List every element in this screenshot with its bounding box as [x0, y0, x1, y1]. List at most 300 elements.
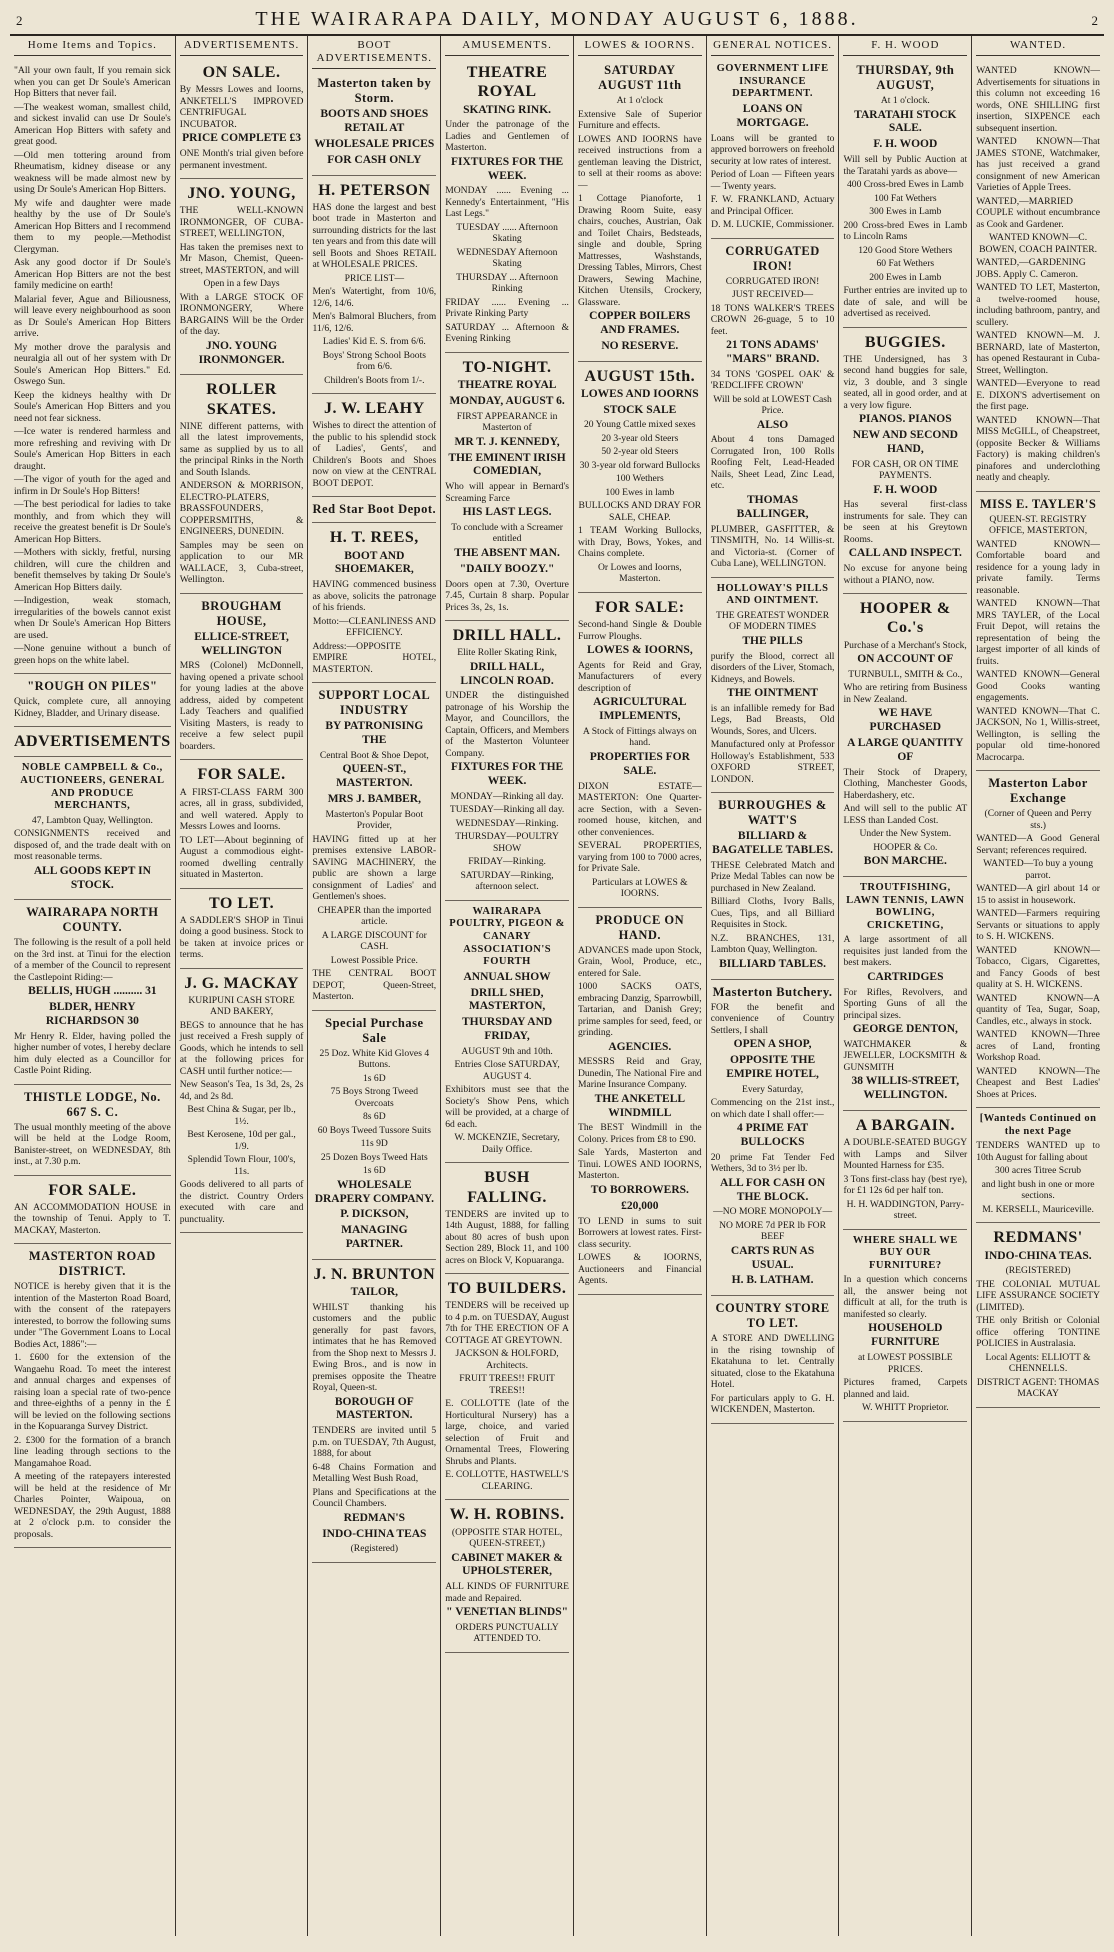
advertisement-text: WANTED TO LET, Masterton, a twelve-roomed house, including bathroom, pantry, and scullery.	[976, 282, 1100, 328]
advertisement-text: 200 Cross-bred Ewes in Lamb to Lincoln Rams	[843, 219, 968, 243]
advertisement-text: PRICE COMPLETE £3	[182, 132, 301, 145]
advertisement	[180, 377, 304, 593]
advertisement-text: 1s 6D	[363, 1072, 386, 1084]
advertisement-text: 34 TONS 'GOSPEL OAK' & 'REDCLIFFE CROWN'	[710, 368, 835, 392]
advertisement	[843, 1113, 967, 1230]
advertisement-text: 18 TONS WALKER'S TREES CROWN 26-guage, 5 to 10 feet.	[710, 302, 835, 337]
advertisement-text: 11s 9D	[360, 1138, 388, 1150]
advertisement	[578, 910, 702, 1295]
advertisement-text: Goods delivered to all parts of the district. Country Orders executed with care and punctuality.	[179, 1179, 304, 1225]
advertisement-text: Mr Henry R. Elder, having polled the higher number of votes, I hereby declare him duly elected as a Councillor for Castle Point Riding.	[14, 1030, 171, 1077]
advertisement-text: Local Agents: ELLIOTT & CHENNELLS.	[985, 1351, 1091, 1375]
advertisement-text: Doors open at 7.30, Overture 7.45, Curtain 8 sharp. Popular Prices 3s, 2s, 1s.	[445, 578, 569, 613]
advertisement-text: A meeting of the ratepayers interested will be held at the residence of Mr Charles Pointer, Waipoua, on WEDNESDAY, the 29th August, 1888 at 2 o'clock p.m. to consider the proposals.	[14, 1471, 171, 1540]
advertisement-text: CARTS RUN AS USUAL.	[730, 1244, 815, 1271]
advertisement-text: Commencing on the 21st inst., on which date I shall offer:—	[710, 1097, 835, 1120]
advertisement	[843, 330, 967, 595]
advertisement-text: With a LARGE STOCK OF IRONMONGERY, Where BARGAINS Will be the Order of the day.	[179, 291, 304, 338]
advertisement-text: TO LET—About beginning of August a commodious eight-roomed dwelling centrally situated in Masterton.	[179, 834, 304, 881]
advertisement-text: CALL AND INSPECT.	[848, 547, 962, 560]
advertisement-heading: H. T. REES,	[329, 529, 419, 547]
advertisement	[976, 1110, 1100, 1223]
advertisement-text: ONE Month's trial given before permanent investment.	[179, 148, 304, 171]
advertisement-text: THE EMINENT IRISH COMEDIAN,	[448, 451, 566, 478]
advertisement-text: OPEN A SHOP,	[733, 1038, 812, 1051]
advertisement-text: TENDERS WANTED up to 10th August for falling about	[976, 1140, 1100, 1163]
advertisement-text: COPPER BOILERS AND FRAMES.	[589, 310, 691, 336]
advertisement	[312, 178, 436, 395]
advertisement-text: is an infallible remedy for Bad Legs, Bad Breasts, Old Wounds, Sores, and Ulcers.	[710, 702, 835, 737]
advertisement-text: WANTED KNOWN—C. BOWEN, COACH PAINTER.	[979, 232, 1098, 255]
advertisement-text: LOWES & IOORNS,	[586, 644, 693, 657]
advertisement-heading: BUSH FALLING.	[467, 1169, 547, 1206]
advertisement	[312, 1262, 436, 1563]
column-heading: LOWES & IOORNS.	[578, 39, 702, 56]
advertisement	[843, 1232, 967, 1422]
advertisement-text: Boys' Strong School Boots from 6/6.	[322, 349, 426, 373]
advertisement-text: Open in a few Days	[203, 278, 280, 290]
advertisement	[312, 1013, 436, 1260]
advertisement-text: (REGISTERED)	[1005, 1265, 1071, 1277]
advertisement-text: —Ice water is rendered harmless and more refreshing and reviving with Dr Soule's American Hop Bitters in each draught.	[14, 426, 171, 472]
advertisement-text: Manufactured only at Professor Holloway's Establishment, 533 OXFORD STREET, LONDON.	[710, 739, 835, 785]
advertisement-text: My wife and daughter were made healthy by the use of Dr Soule's American Hop Bitters and I recommend them to my people.—Methodist Clergyman.	[14, 197, 171, 255]
advertisement-text: Purchase of a Merchant's Stock,	[843, 639, 967, 651]
advertisement-text: —Indigestion, weak stomach, irregularities of the bowels cannot exist when Dr Soule's American Hop Bitters are used.	[14, 595, 171, 641]
advertisement-heading: W. H. ROBINS.	[449, 1506, 565, 1524]
advertisement-text: Entries Close SATURDAY, AUGUST 4.	[454, 1059, 560, 1082]
advertisement-heading: A BARGAIN.	[855, 1116, 955, 1134]
advertisement-text: MONDAY ...... Evening ... Kennedy's Entertainment, "His Last Legs."	[445, 185, 569, 220]
advertisement-text: A Stock of Fittings always on hand.	[582, 725, 697, 749]
advertisement-text: AN ACCOMMODATION HOUSE in the township of Tenui. Apply to T. MACKAY, Masterton.	[14, 1201, 171, 1236]
advertisement-text: My mother drove the paralysis and neuralgia all out of her system with Dr Soule's American Hop Bitters." Ed. Oswego Sun.	[14, 341, 171, 388]
advertisement-text: For particulars apply to G. H. WICKENDEN, Masterton.	[710, 1392, 835, 1416]
advertisement-text: PLUMBER, GASFITTER, & TINSMITH, No. 14 Willis-st. and Victoria-st. (Corner of Cuba Lane), WELLINGTON.	[710, 523, 835, 570]
advertisement-text: £20,000	[621, 1199, 659, 1212]
page-number-right: 2	[1091, 13, 1098, 28]
advertisement-text: JUST RECEIVED—	[732, 289, 814, 301]
column-heading: BOOT ADVERTISEMENTS.	[312, 39, 436, 69]
advertisement-text: (Registered)	[350, 1543, 399, 1555]
advertisement-text: TENDERS will be received up to 4 p.m. on TUESDAY, August 7th for THE ERECTION OF A COTTAGE AT GREYTOWN.	[445, 1300, 569, 1346]
column-heading: Home Items and Topics.	[14, 39, 171, 56]
advertisement-text: DRILL HALL, LINCOLN ROAD.	[460, 660, 554, 687]
advertisement-text: at LOWEST POSSIBLE PRICES.	[857, 1352, 953, 1375]
advertisement	[312, 499, 436, 523]
advertisement-text: BON MARCHE.	[863, 855, 947, 868]
advertisement-text: WHOLESALE PRICES	[314, 137, 435, 150]
advertisement-text: SATURDAY ... Afternoon & Evening Rinking	[445, 321, 569, 345]
advertisement-text: 30 3-year old forward Bullocks	[579, 459, 701, 471]
advertisement-text: In a question which concerns all, the answer being not difficult at all, for the truth is manifested so clearly.	[843, 1274, 968, 1320]
advertisement-text: E. COLLOTTE (late of the Horticultural Nursery) has a large, choice, and varied selection of Fruit and Ornamental Trees, Flowering Shrubs and Plants.	[445, 1398, 569, 1467]
advertisement-text: WANTED KNOWN—That MISS McGILL, of Cheapstreet, (opposite Becker & Williams Factory) is making children's pinafores and underclothing neatly and cheaply.	[976, 414, 1100, 484]
advertisement-heading: HOLLOWAY'S PILLS AND OINTMENT.	[716, 582, 829, 607]
advertisement	[445, 1276, 569, 1500]
column-heading: GENERAL NOTICES.	[711, 39, 835, 56]
advertisement-text: H. H. WADDINGTON, Parry-street.	[846, 1198, 965, 1222]
advertisement	[180, 596, 304, 761]
advertisement-text: THEATRE ROYAL	[457, 379, 557, 392]
advertisement-text: P. DICKSON,	[340, 1208, 409, 1221]
advertisement-text: WHOLESALE DRAPERY COMPANY.	[314, 1178, 434, 1205]
advertisement-text: 100 Fat Wethers	[874, 192, 937, 204]
advertisement-heading: SUPPORT LOCAL INDUSTRY	[318, 688, 431, 718]
advertisement-text: 20 prime Fat Tender Fed Wethers, 3d to 3½ per lb.	[710, 1151, 835, 1175]
advertisement-text: Sale Yards, Masterton and Tinui. LOWES AND IOORNS, Masterton.	[577, 1147, 702, 1182]
column-heading: AMUSEMENTS.	[445, 39, 569, 56]
advertisement-text: FOR CASH, OR ON TIME PAYMENTS.	[851, 458, 959, 482]
advertisement	[14, 1178, 171, 1245]
advertisement-text: UNDER the distinguished patronage of his Worship the Mayor, and Councillors, the Captain, Officers, and Members of the Masterton Volunteer Company.	[445, 690, 569, 759]
advertisement-text: AGRICULTURAL IMPLEMENTS,	[593, 696, 687, 723]
advertisement-text: PIANOS. PIANOS	[859, 413, 952, 426]
column-3	[308, 36, 441, 1936]
advertisement-heading: "ROUGH ON PILES"	[27, 679, 158, 694]
advertisement-text: A DOUBLE-SEATED BUGGY with Lamps and Silver Mounted Harness for £35.	[843, 1137, 968, 1172]
advertisement	[312, 396, 436, 497]
advertisement-text: LOWES AND IOORNS	[581, 387, 699, 400]
column-5	[574, 36, 707, 1936]
advertisement	[14, 676, 171, 727]
advertisement-heading: NOBLE CAMPBELL & Co., AUCTIONEERS, GENERAL AND PRODUCE MERCHANTS,	[20, 762, 165, 812]
advertisement-text: SATURDAY—Rinking, afternoon select.	[460, 869, 554, 893]
advertisement-text: Has several first-class instruments for sale. They can be seen at his Greytown Rooms.	[843, 499, 968, 545]
advertisement-heading: BUGGIES.	[864, 333, 946, 351]
advertisement-text: 100 Ewes in lamb	[605, 486, 675, 498]
advertisement-heading: Masterton Butchery.	[712, 984, 833, 999]
advertisement-text: 1 Cottage Pianoforte, 1 Drawing Room Suite, easy chairs, couches, Austrian, Oak and Toilet Chairs, Bedsteads, single and double, Spring Mattresses, Washstands, Dressing Tables, Mirrors, Chest Drawers, Sewing Machine, Kitchen Utensils, Crockery, Glassware.	[577, 193, 702, 308]
advertisement-heading: ON SALE.	[202, 64, 281, 82]
advertisement-text: Who are retiring from Business in New Zealand.	[843, 682, 968, 705]
advertisement-text: WANTED—Everyone to read E. DIXON'S advertisement on the first page.	[976, 378, 1100, 413]
advertisement	[445, 1502, 569, 1653]
advertisement-text: THE CENTRAL BOOT DEPOT, Queen-Street, Masterton.	[312, 968, 437, 1003]
advertisement-heading: Special Purchase Sale	[325, 1015, 424, 1045]
advertisement-heading: MASTERTON ROAD DISTRICT.	[28, 1249, 156, 1279]
advertisement-heading: FOR SALE.	[197, 766, 286, 784]
advertisement-text: TURNBULL, SMITH & Co.,	[848, 668, 963, 680]
advertisement-heading: J. N. BRUNTON	[313, 1265, 436, 1283]
advertisement-text: WANTED KNOWN—Comfortable board and residence for a young lady in private family. Terms reasonable.	[976, 538, 1100, 596]
advertisement-text: STOCK SALE	[603, 403, 677, 416]
advertisement-text: At 1 o'clock.	[880, 95, 930, 107]
advertisement-heading: Red Star Boot Depot.	[312, 502, 437, 517]
advertisement-text: QUEEN-ST. REGISTRY OFFICE, MASTERTON,	[989, 513, 1088, 537]
advertisement-text: ORDERS PUNCTUALLY ATTENDED TO.	[455, 1621, 559, 1645]
advertisement-text: Loans will be granted to approved borrowers on freehold security at low rates of interest.	[710, 132, 835, 167]
advertisement-text: Particulars at LOWES & IOORNS.	[592, 876, 688, 900]
advertisement-text: QUEEN-ST., MASTERTON.	[336, 763, 413, 790]
advertisement-text: 25 Dozen Boys Tweed Hats	[320, 1151, 428, 1163]
advertisement-text: MR T. J. KENNEDY,	[454, 435, 560, 448]
advertisement-heading: TO-NIGHT.	[462, 358, 552, 376]
advertisement-text: 47, Lambton Quay, Wellington.	[31, 814, 153, 826]
advertisement-text: ALL FOR CASH ON THE BLOCK.	[720, 1176, 826, 1203]
advertisement-text: 3 Tons first-class hay (best rye), for £1 12s 6d per half ton.	[843, 1173, 968, 1197]
advertisement-text: WANTED,—MARRIED COUPLE without encumbrance as Cook and Gardener.	[976, 195, 1100, 230]
advertisement-text: FIXTURES FOR THE WEEK.	[450, 155, 564, 182]
advertisement-text: 2. £300 for the formation of a branch line leading through sections to the Mangamahoe Road.	[14, 1434, 171, 1469]
columns-container	[10, 36, 1104, 1936]
column-1	[10, 36, 176, 1936]
advertisement-heading: AUGUST 15th.	[584, 367, 696, 385]
advertisement-heading: DRILL HALL.	[452, 627, 562, 645]
advertisement-text: ALL KINDS OF FURNITURE made and Repaired.	[445, 1581, 569, 1604]
advertisement-text: Lowest Possible Price.	[330, 954, 418, 966]
advertisement-text: 20 3-year old Steers	[601, 432, 679, 444]
advertisement-text: The usual monthly meeting of the above will be held at the Lodge Room, Banister-street, on WEDNESDAY, 8th inst., at 7.30 p.m.	[14, 1121, 171, 1168]
advertisement-text: ALSO	[756, 418, 789, 431]
advertisement-text: MESSRS Reid and Gray, Dunedin, The National Fire and Marine Insurance Company.	[577, 1056, 702, 1091]
advertisement	[445, 903, 569, 1163]
advertisement-text: KURIPUNI CASH STORE AND BAKERY,	[188, 994, 295, 1018]
advertisement	[312, 685, 436, 1010]
advertisement-heading: Masterton Labor Exchange	[988, 776, 1088, 806]
advertisement-text: Who will appear in Bernard's Screaming Farce	[445, 481, 569, 504]
advertisement-text: WANTED,—GARDENING JOBS. Apply C. Cameron.	[976, 257, 1086, 280]
advertisement-text: LOWES AND IOORNS have received instructions from a gentleman leaving the District, to sell at their rooms as above:—	[577, 133, 702, 191]
advertisement-heading: J. W. LEAHY	[324, 400, 425, 418]
advertisement	[445, 355, 569, 621]
advertisement	[180, 60, 304, 179]
advertisement	[711, 580, 835, 794]
advertisement-text: Elite Roller Skating Rink,	[457, 647, 557, 659]
advertisement-text: WANTED—A Good General Servant; references required.	[976, 833, 1100, 856]
advertisement-text: WANTED KNOWN—A quantity of Tea, Sugar, Soap, Candles, etc., always in stock.	[976, 992, 1100, 1027]
advertisement-text: PROPERTIES FOR SALE.	[589, 750, 690, 777]
advertisement-text: By Messrs Lowes and Ioorns, ANKETELL'S IMPROVED CENTRIFUGAL INCUBATOR.	[179, 84, 304, 130]
advertisement-heading: ROLLER SKATES.	[206, 381, 277, 418]
advertisement-text: 6-48 Chains Formation and Metalling West Bush Road,	[312, 1461, 437, 1485]
advertisement-text: Further entries are invited up to date of sale, and will be advertised as received.	[843, 285, 968, 320]
advertisement-text: 4 PRIME FAT BULLOCKS	[737, 1122, 809, 1148]
advertisement	[445, 60, 569, 353]
column-4	[441, 36, 574, 1936]
advertisement-text: ANDERSON & MORRISON, ELECTRO-PLATERS, BRASSFOUNDERS, COPPERSMITHS, & ENGINEERS, DUNEDIN.	[179, 480, 304, 538]
advertisement-text: FIRST APPEARANCE in Masterton of	[456, 410, 558, 434]
advertisement-text: 120 Good Store Wethers	[858, 244, 953, 256]
advertisement-text: W. WHITT Proprietor.	[861, 1402, 949, 1414]
advertisement-heading: WAIRARAPA NORTH COUNTY.	[26, 905, 159, 935]
advertisement-text: BEGS to announce that he has just received a Fresh supply of Goods, which he intends to sell at the following prices for CASH until further notice:—	[179, 1019, 304, 1077]
advertisement-text: TUESDAY ...... Afternoon Skating	[456, 221, 558, 245]
advertisement-text: CONSIGNMENTS received and disposed of, and the trade dealt with on most reasonable terms.	[14, 828, 171, 863]
advertisement-heading: HOOPER & Co.'s	[859, 600, 951, 637]
advertisement-text: Extensive Sale of Superior Furniture and effects.	[577, 108, 702, 132]
advertisement-text: H. B. LATHAM.	[731, 1274, 814, 1287]
advertisement	[14, 759, 171, 900]
advertisement-text: New Season's Tea, 1s 3d, 2s, 2s 4d, and 2s 8d.	[179, 1079, 304, 1102]
advertisement-text: DISTRICT AGENT: THOMAS MACKAY	[976, 1376, 1100, 1400]
advertisement-text: HIS LAST LEGS.	[462, 506, 552, 519]
advertisement-text: 100 Wethers	[615, 473, 664, 485]
advertisement-text: BLDER, HENRY RICHARDSON 30	[45, 1001, 139, 1027]
advertisement-text: —The vigor of youth for the aged and infirm in Dr Soule's Hop Bitters!	[14, 474, 171, 497]
advertisement-text: A SADDLER'S SHOP in Tinui doing a good business. Stock to be taken at invoice prices or terms.	[179, 914, 304, 961]
advertisement	[976, 60, 1100, 492]
advertisement-text: ADVANCES made upon Stock, Grain, Wool, Produce, etc., entered for Sale.	[577, 944, 702, 979]
advertisement-text: AGENCIES.	[608, 1040, 672, 1053]
advertisement-text: A LARGE DISCOUNT for CASH.	[321, 929, 427, 953]
advertisement-heading: BROUGHAM HOUSE,	[201, 598, 282, 628]
advertisement-text: TAILOR,	[350, 1285, 399, 1298]
advertisement-text: LOWES & IOORNS, Auctioneers and Financial Agents.	[577, 1252, 702, 1287]
advertisement-heading: JNO. YOUNG,	[187, 185, 296, 203]
advertisement-heading: PRODUCE ON HAND.	[595, 912, 685, 942]
advertisement-text: JACKSON & HOLFORD, Architects.	[455, 1348, 559, 1371]
advertisement-text: 21 TONS ADAMS' "MARS" BRAND.	[725, 339, 820, 365]
advertisement-text: MANAGING PARTNER.	[341, 1224, 408, 1250]
advertisement-heading: TO LET.	[209, 894, 275, 912]
advertisement-text: THE Undersigned, has 3 second hand buggies for sale, viz, 3 double, and 3 single seated, all in good order, and at a very low figure.	[843, 353, 968, 411]
advertisement-text: 25 Doz. White Kid Gloves 4 Buttons.	[319, 1047, 430, 1071]
advertisement	[843, 879, 967, 1111]
advertisement-text: Has taken the premises next to Mr Mason, Chemist, Queen-street, MASTERTON, and will	[179, 241, 304, 276]
advertisement-text: THE COLONIAL MUTUAL LIFE ASSURANCE SOCIETY (LIMITED).	[976, 1278, 1100, 1313]
advertisement-text: WHILST thanking his customers and the public generally for past favors, intimates that he has Removed from the Shop next to Messrs J. Ewing Bros., and is now in premises opposite the Theatre Royal, Queen-st.	[312, 1301, 437, 1394]
advertisement-text: BELLIS, HUGH .......... 31	[28, 985, 157, 998]
advertisement-heading: SATURDAY AUGUST 11th	[598, 63, 682, 93]
advertisement-heading: CORRUGATED IRON!	[725, 243, 820, 273]
advertisement-text: Motto:—CLEANLINESS AND EFFICIENCY.	[312, 615, 436, 639]
advertisement-text: Best Kerosene, 10d per gal., 1/9.	[187, 1129, 296, 1152]
advertisement-text: N.Z. BRANCHES, 131, Lambton Quay, Wellington.	[710, 932, 835, 956]
advertisement	[976, 1225, 1100, 1407]
advertisement-text: HAVING fitted up at her premises extensive LABOR-SAVING MACHINERY, the public are shown a large consignment of Ladies' and Gentlemen's shoes.	[312, 833, 437, 903]
advertisement-text: and light bush in one or more sections.	[981, 1178, 1095, 1202]
advertisement-text: HAS done the largest and best boot trade in Masterton and surrounding districts for the last ten years and from this date will sell Boots and Shoes RETAIL at WHOLESALE PRICES.	[312, 201, 437, 271]
advertisement-text: Period of Loan — Fifteen years — Twenty years.	[710, 169, 835, 192]
advertisement-text: INDO-CHINA TEAS.	[984, 1249, 1092, 1262]
advertisement	[843, 60, 967, 327]
advertisement-text: PRICE LIST—	[344, 272, 405, 284]
advertisement	[14, 1087, 171, 1176]
advertisement-text: MRS J. BAMBER,	[327, 792, 421, 805]
advertisement-text: FIXTURES FOR THE WEEK.	[450, 761, 564, 788]
advertisement-text: —The best periodical for ladies to take monthly, and from which they will receive the greatest benefit is Dr Soule's American Hop Bitters.	[14, 499, 171, 545]
advertisement-heading: H. PETERSON	[318, 181, 431, 199]
advertisement-text: FRIDAY ...... Evening ... Private Rinking Party	[445, 296, 569, 320]
advertisement-text: —Old men tottering around from Rheumatism, kidney disease or any weakness will be made almost new by using Dr Soule's American Hop Bitters.	[14, 149, 171, 196]
advertisement-text: WANTED KNOWN—General Good Cooks wanting engagements.	[976, 669, 1100, 704]
advertisement-text: 300 Ewes in Lamb	[869, 206, 942, 218]
advertisement-text: THOMAS BALLINGER,	[736, 493, 809, 520]
advertisement-text: For Rifles, Revolvers, and Sporting Guns of all the principal sizes.	[843, 986, 968, 1021]
advertisement-heading: WAIRARAPA POULTRY, PIGEON & CANARY ASSOCIATION'S FOURTH	[449, 905, 565, 968]
advertisement-text: Agents for Reid and Gray, Manufacturers of every description of	[577, 659, 702, 694]
column-heading: ADVERTISEMENTS.	[180, 39, 304, 56]
advertisement-text: E. COLLOTTE, HASTWELL'S CLEARING.	[445, 1469, 569, 1492]
advertisement-text: WANTED KNOWN—Tobacco, Cigars, Cigarettes, and Fancy Goods of best quality at S. H. WICKENS.	[976, 944, 1100, 991]
advertisement-text: BY PATRONISING THE	[325, 720, 424, 747]
advertisement	[14, 60, 171, 674]
advertisement-text: Billiard Cloths, Ivory Balls, Cues, Tips, and all Billiard Requisites in Stock.	[710, 896, 835, 931]
newspaper-title: THE WAIRARAPA DAILY, MONDAY AUGUST 6, 1888.	[255, 8, 859, 30]
advertisement-heading: BURROUGHES & WATT'S	[718, 798, 827, 828]
advertisement-text: ALL GOODS KEPT IN STOCK.	[33, 864, 151, 891]
advertisement-text: " VENETIAN BLINDS"	[446, 1606, 568, 1619]
advertisement-text: TENDERS are invited until 5 p.m. on TUESDAY, 7th August, 1888, for about	[312, 1425, 437, 1460]
advertisement	[14, 729, 171, 757]
advertisement-text: A large assortment of all requisites just landed from the best makers.	[843, 934, 968, 969]
advertisement-text: CORRUGATED IRON!	[725, 275, 820, 287]
advertisement-text: 50 2-year old Steers	[601, 446, 679, 458]
advertisement-text: Samples may be seen on application to our MR WALLACE, 3, Cuba-street, Wellington.	[179, 539, 304, 586]
advertisement-text: FRIDAY—Rinking.	[468, 856, 546, 868]
advertisement	[180, 181, 304, 375]
advertisement-text: Will sell by Public Auction at the Taratahi yards as above—	[843, 154, 968, 177]
advertisement-text: TO BORROWERS.	[590, 1183, 689, 1196]
advertisement-text: FOR CASH ONLY	[327, 153, 422, 166]
advertisement-text: Men's Watertight, from 10/6, 12/6, 14/6.	[312, 286, 437, 309]
advertisement-text: Wishes to direct the attention of the public to his splendid stock of Ladies', Gents', and Children's Boots and Shoes now on view at the CENTRAL BOOT DEPOT.	[312, 420, 437, 489]
advertisement-text: WANTED KNOWN—That MRS TAYLER, of the Local Fruit Depot, will retains the representation of being the largest importer of all kinds of fruits.	[976, 598, 1100, 667]
advertisement-text: NO MORE 7d PER lb FOR BEEF	[719, 1219, 827, 1243]
advertisement-text: WEDNESDAY—Rinking.	[455, 817, 559, 829]
advertisement-text: 8s 6D	[363, 1111, 386, 1123]
advertisement-heading: THISTLE LODGE, No. 667 S. C.	[23, 1089, 161, 1119]
advertisement-text: WANTED—A girl about 14 or 15 to assist in housework.	[976, 883, 1100, 906]
advertisement	[711, 1298, 835, 1424]
advertisement-text: BOOT AND SHOEMAKER,	[334, 549, 414, 576]
advertisement	[312, 73, 436, 175]
advertisement-text: purify the Blood, correct all disorders of the Liver, Stomach, Kidneys, and Bowels.	[710, 650, 835, 685]
advertisement-text: BILLIARD TABLES.	[719, 957, 827, 970]
advertisement-text: Men's Balmoral Bluchers, from 11/6, 12/6.	[312, 311, 437, 334]
advertisement-text: THURSDAY AND FRIDAY,	[461, 1016, 553, 1043]
advertisement-text: OPPOSITE THE EMPIRE HOTEL,	[726, 1054, 819, 1080]
advertisement-text: AUGUST 9th and 10th.	[461, 1045, 553, 1057]
advertisement-text: A STORE AND DWELLING in the rising township of Ekatahuna to let. Centrally situated, close to the Ekatahuna Hotel.	[710, 1333, 835, 1391]
advertisement	[711, 982, 835, 1296]
advertisement-text: NINE different patterns, with all the latest improvements, same as supplied by us to all the principal Rinks in the North and South Islands.	[179, 420, 304, 478]
advertisement-text: CABINET MAKER & UPHOLSTERER,	[451, 1551, 563, 1578]
advertisement-text: 200 Ewes in Lamb	[869, 271, 942, 283]
column-2	[176, 36, 309, 1936]
advertisement-text: The BEST Windmill in the Colony. Prices from £8 to £90.	[577, 1122, 702, 1145]
advertisement-text: 1000 SACKS OATS, embracing Danzig, Sparrowbill, Tartarian, and Danish Grey; prime samples for seed, feed, or grinding.	[577, 981, 702, 1039]
advertisement	[578, 60, 702, 361]
advertisement-text: MONDAY—Rinking all day.	[450, 790, 564, 802]
advertisement	[180, 762, 304, 888]
advertisement-text: ANNUAL SHOW	[463, 970, 551, 983]
advertisement	[843, 596, 967, 877]
advertisement-text: NO RESERVE.	[601, 339, 679, 352]
advertisement-text: HAVING commenced business as above, solicits the patronage of his friends.	[312, 579, 437, 614]
advertisement-text: —Mothers with sickly, fretful, nursing children, will cure the children and benefit themselves by taking Dr Soule's American Hop Bitters daily.	[14, 547, 171, 593]
advertisement-text: A FIRST-CLASS FARM 300 acres, all in grass, subdivided, and well watered. Apply to Messrs Lowes and Ioorns.	[179, 786, 304, 833]
advertisement-text: TARATAHI STOCK SALE.	[854, 108, 957, 135]
advertisement-text: Keep the kidneys healthy with Dr Soule's American Hop Bitters and you need not fear sickness.	[14, 389, 171, 424]
advertisement-text: 1s 6D	[363, 1165, 386, 1177]
advertisement-text: Ladies' Kid E. S. from 6/6.	[322, 336, 426, 348]
advertisement	[14, 1246, 171, 1548]
advertisement-text: F. W. FRANKLAND, Actuary and Principal Officer.	[710, 194, 835, 217]
advertisement-text: Address:—OPPOSITE EMPIRE HOTEL, MASTERTON.	[312, 640, 437, 675]
advertisement-text: TO LEND in sums to suit Borrowers at lowest rates. First-class security.	[577, 1215, 702, 1250]
advertisement-text: Central Boot & Shoe Depot,	[319, 749, 429, 761]
advertisement-heading: FOR SALE.	[48, 1181, 137, 1199]
advertisement-text: W. MCKENZIE, Secretary, Daily Office.	[454, 1132, 560, 1155]
advertisement-text: Under the New System.	[859, 828, 952, 840]
page-number-left: 2	[16, 13, 23, 28]
advertisement-text: BULLOCKS AND DRAY FOR SALE, CHEAP.	[578, 500, 702, 523]
advertisement-text: WE HAVE PURCHASED	[869, 707, 942, 734]
advertisement-heading: THEATRE ROYAL	[466, 64, 548, 101]
advertisement-text: About 4 tons Damaged Corrugated Iron, 100 Rolls Roofing Felt, Lead-Headed Nails, Sheet Lead, Zinc Lead, etc.	[710, 434, 835, 492]
